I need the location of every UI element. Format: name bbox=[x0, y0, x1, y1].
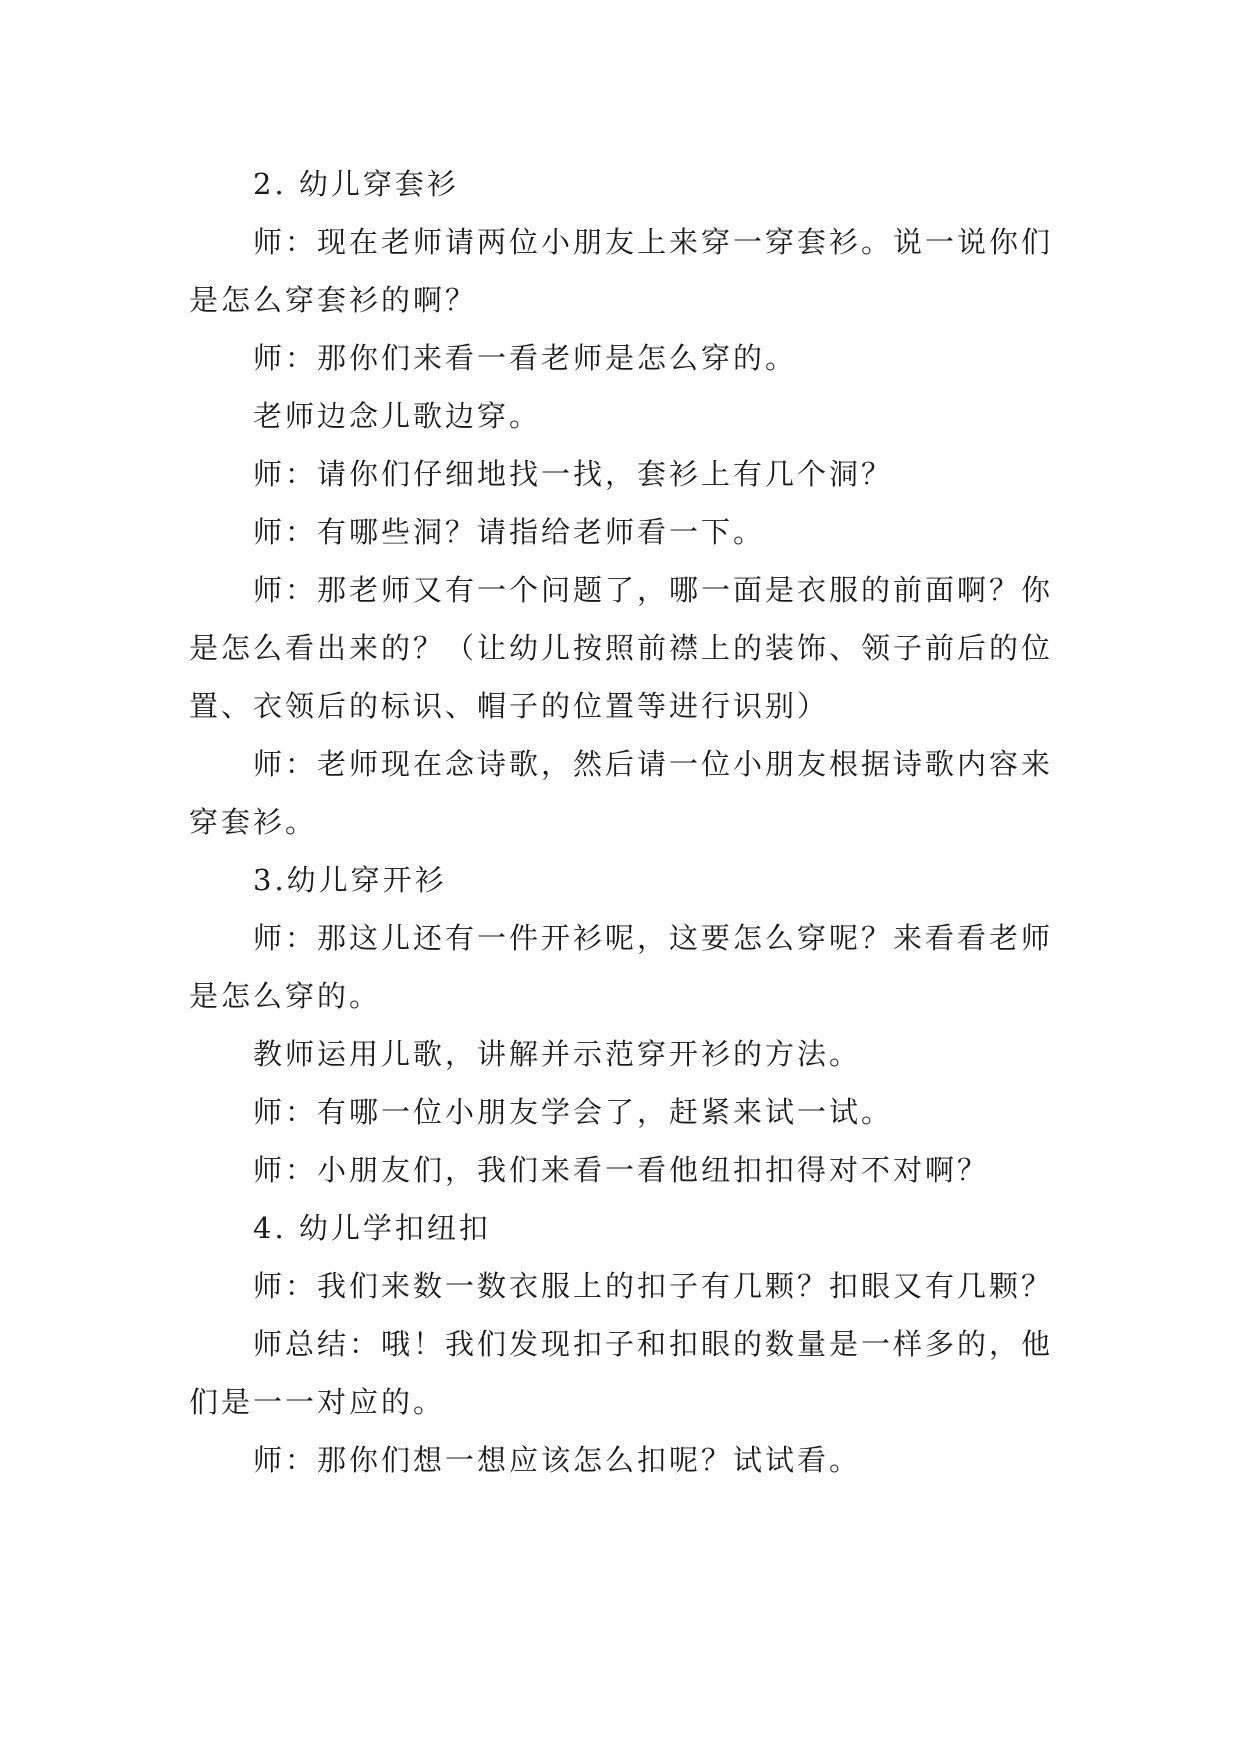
paragraph: 师：那老师又有一个问题了，哪一面是衣服的前面啊？你是怎么看出来的？（让幼儿按照前襟上的装饰、领子前后的位置、衣领后的标识、帽子的位置等进行识别） bbox=[189, 573, 1054, 723]
paragraph: 师：我们来数一数衣服上的扣子有几颗？扣眼又有几颗？ bbox=[253, 1269, 1054, 1303]
paragraph: 师总结：哦！我们发现扣子和扣眼的数量是一样多的，他们是一一对应的。 bbox=[189, 1327, 1054, 1419]
paragraph: 师：小朋友们，我们来看一看他纽扣扣得对不对啊？ bbox=[253, 1153, 990, 1187]
paragraph: 师：请你们仔细地找一找，套衫上有几个洞？ bbox=[253, 457, 894, 491]
paragraph: 师：有哪一位小朋友学会了，赶紧来试一试。 bbox=[253, 1095, 894, 1129]
paragraph: 师：那你们来看一看老师是怎么穿的。 bbox=[253, 341, 798, 375]
section-heading-3: 3.幼儿穿开衫 bbox=[253, 863, 447, 897]
section-heading-2: 2. 幼儿穿套衫 bbox=[253, 167, 459, 201]
paragraph: 老师边念儿歌边穿。 bbox=[253, 399, 542, 433]
paragraph: 师：老师现在念诗歌，然后请一位小朋友根据诗歌内容来穿套衫。 bbox=[189, 747, 1054, 839]
paragraph: 师：那这儿还有一件开衫呢，这要怎么穿呢？来看看老师是怎么穿的。 bbox=[189, 921, 1054, 1013]
section-heading-4: 4. 幼儿学扣纽扣 bbox=[253, 1211, 491, 1245]
paragraph: 师：有哪些洞？请指给老师看一下。 bbox=[253, 515, 766, 549]
document-body bbox=[189, 155, 1059, 1489]
paragraph: 师：那你们想一想应该怎么扣呢？试试看。 bbox=[253, 1443, 862, 1477]
paragraph: 师：现在老师请两位小朋友上来穿一穿套衫。说一说你们是怎么穿套衫的啊？ bbox=[189, 225, 1054, 317]
paragraph: 教师运用儿歌，讲解并示范穿开衫的方法。 bbox=[253, 1037, 862, 1071]
